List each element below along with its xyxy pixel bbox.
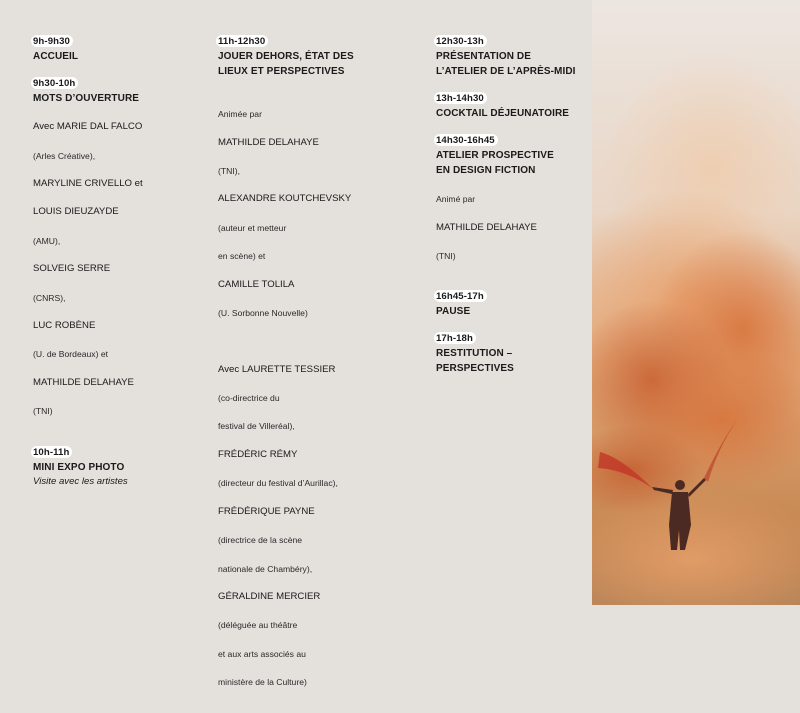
time-badge: 9h30-10h: [31, 77, 78, 89]
time-badge: 14h30-16h45: [434, 134, 498, 146]
guest-list: [218, 348, 418, 703]
moderator-list: [436, 178, 596, 277]
speaker-list: [33, 106, 203, 433]
schedule-item: [436, 328, 596, 376]
speaker-line: MATHILDE DELAHAYE: [33, 376, 134, 388]
schedule-item: [218, 31, 418, 704]
schedule-item: [436, 286, 596, 319]
speaker-affiliation: (AMU),: [33, 235, 61, 246]
schedule-column-3: [436, 31, 596, 385]
speaker-affiliation: (directrice de la scène: [218, 535, 303, 546]
session-title: PAUSE: [436, 306, 471, 318]
speaker-affiliation: festival de Villeréal),: [218, 421, 295, 432]
time-badge: 12h30-13h: [434, 35, 487, 47]
time-badge: 11h-12h30: [216, 35, 268, 47]
smoke-photo-illustration: [592, 0, 800, 605]
session-title: COCKTAIL DÉJEUNATOIRE: [436, 108, 570, 119]
time-badge: 17h-18h: [434, 332, 476, 344]
speaker-line: CAMILLE TOLILA: [218, 278, 295, 290]
session-title: ATELIER PROSPECTIVE EN DESIGN FICTION: [436, 150, 554, 176]
speaker-affiliation: (Arles Créative),: [33, 150, 96, 161]
speaker-line: FRÉDÉRIC RÉMY: [218, 448, 298, 460]
schedule-item: [33, 442, 203, 489]
time-badge: 16h45-17h: [434, 290, 487, 302]
schedule-column-1: [33, 31, 203, 498]
speaker-line: ALEXANDRE KOUTCHEVSKY: [218, 193, 352, 205]
speaker-affiliation: (TNI): [436, 251, 456, 262]
schedule-item: [33, 73, 203, 433]
smoke-photo: [592, 0, 800, 605]
speaker-affiliation: (U. de Bordeaux) et: [33, 349, 108, 360]
speaker-line: MATHILDE DELAHAYE: [218, 136, 319, 148]
time-badge: 9h-9h30: [31, 35, 73, 47]
speaker-affiliation: (CNRS),: [33, 292, 66, 303]
speaker-line: LOUIS DIEUZAYDE: [33, 206, 119, 218]
schedule-item: [436, 130, 596, 277]
speaker-affiliation: Animé par: [436, 194, 476, 205]
speaker-affiliation: (déléguée au théâtre: [218, 620, 298, 631]
session-title: ACCUEIL: [33, 51, 79, 62]
speaker-line: LUC ROBÈNE: [33, 320, 96, 332]
speaker-affiliation: en scène) et: [218, 251, 266, 262]
time-badge: 13h-14h30: [434, 92, 487, 104]
speaker-affiliation: ministère de la Culture): [218, 677, 307, 688]
speaker-line: FRÉDÉRIQUE PAYNE: [218, 505, 315, 517]
speaker-line: MATHILDE DELAHAYE: [436, 221, 537, 233]
speaker-affiliation: (directeur du festival d’Aurillac),: [218, 478, 338, 489]
speaker-line: SOLVEIG SERRE: [33, 263, 111, 275]
speaker-affiliation: (U. Sorbonne Nouvelle): [218, 308, 308, 319]
time-badge: 10h-11h: [31, 446, 72, 458]
moderator-list: [218, 93, 418, 334]
speaker-affiliation: nationale de Chambéry),: [218, 563, 313, 574]
session-title: JOUER DEHORS, ÉTAT DES LIEUX ET PERSPECTIVES: [218, 51, 354, 77]
speaker-line: MARYLINE CRIVELLO et: [33, 178, 143, 190]
schedule-column-2: [218, 31, 418, 713]
session-title: RESTITUTION – PERSPECTIVES: [436, 348, 514, 375]
speaker-affiliation: et aux arts associés au: [218, 648, 306, 659]
schedule-item: [436, 31, 596, 79]
speaker-line: GÉRALDINE MERCIER: [218, 590, 321, 602]
speaker-affiliation: (TNI),: [218, 166, 240, 177]
speaker-affiliation: Animée par: [218, 109, 262, 120]
schedule-item: [436, 88, 596, 121]
speaker-affiliation: (co-directrice du: [218, 393, 280, 404]
speaker-line: Avec LAURETTE TESSIER: [218, 363, 336, 375]
session-note: Visite avec les artistes: [33, 475, 128, 487]
speaker-affiliation: (TNI): [33, 406, 53, 417]
speaker-affiliation: (auteur et metteur: [218, 222, 287, 233]
schedule-item: [33, 31, 203, 64]
session-title: MOTS D’OUVERTURE: [33, 93, 140, 104]
speaker-line: Avec MARIE DAL FALCO: [33, 121, 143, 133]
session-title: MINI EXPO PHOTO: [33, 461, 125, 473]
session-title: PRÉSENTATION DE L’ATELIER DE L’APRÈS-MIDI: [436, 51, 576, 77]
